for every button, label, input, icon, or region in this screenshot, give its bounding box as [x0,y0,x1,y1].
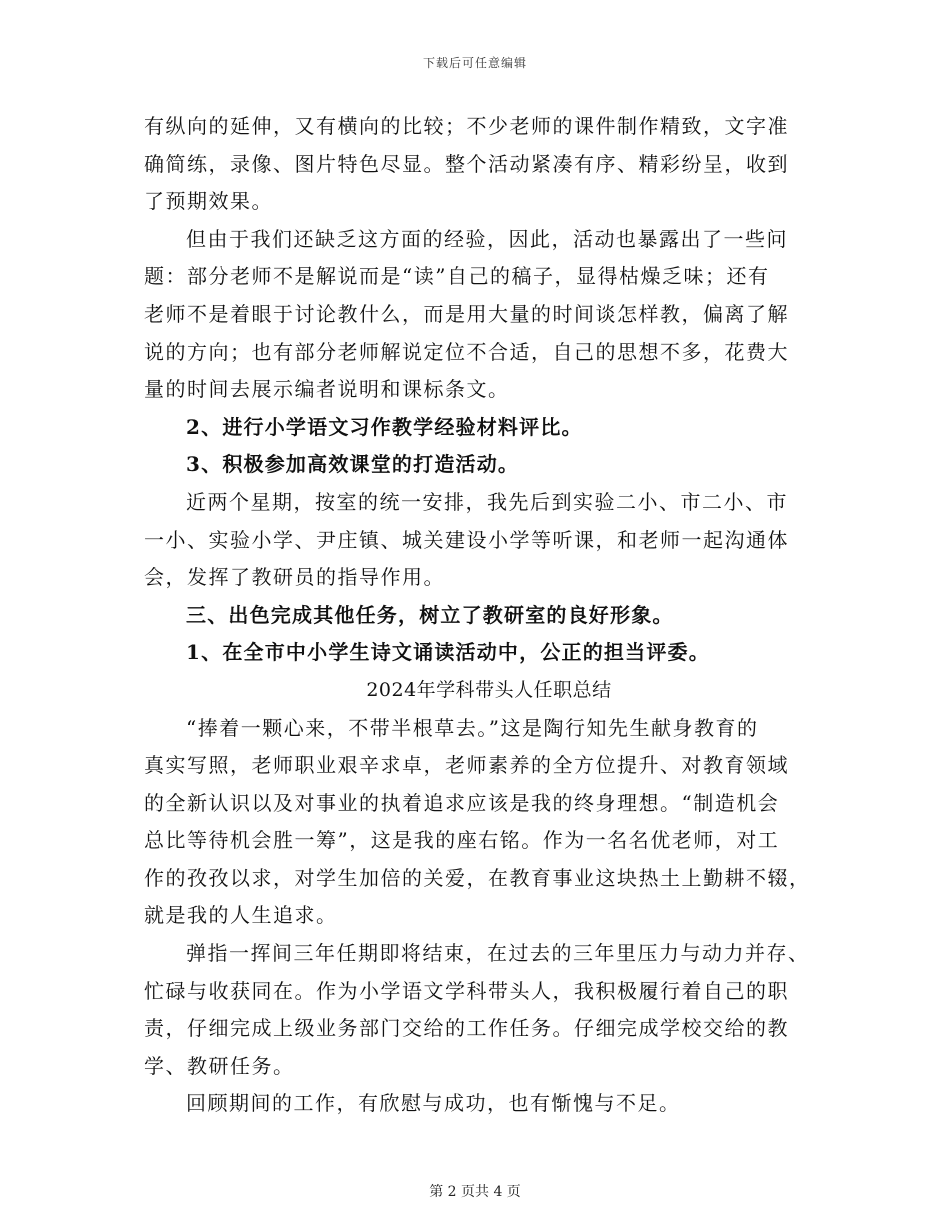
paragraph-start: 回顾期间的工作，有欣慰与成功，也有惭愧与不足。 [186,1091,681,1116]
body-line: 量的时间去展示编者说明和课标条文。 [144,377,510,402]
section-heading: 三、出色完成其他任务，树立了教研室的良好形象。 [186,602,674,627]
section-heading: 1、在全市中小学生诗文诵读活动中，公正的担当评委。 [186,640,710,665]
paragraph-start: 近两个星期，按室的统一安排，我先后到实验二小、市二小、市 [186,489,788,514]
paragraph-start: 弹指一挥间三年任期即将结束，在过去的三年里压力与动力并存、 [186,941,810,966]
body-line: 真实写照，老师职业艰辛求卓，老师素养的全方位提升、对教育领域 [144,753,789,778]
body-line: 一小、实验小学、尹庄镇、城关建设小学等听课，和老师一起沟通体 [144,527,789,552]
paragraph-start: “捧着一颗心来，不带半根草去。”这是陶行知先生献身教育的 [186,715,759,740]
paragraph-start: 但由于我们还缺乏这方面的经验，因此，活动也暴露出了一些问 [186,226,788,251]
body-line: 责，仔细完成上级业务部门交给的工作任务。仔细完成学校交给的教 [144,1016,789,1041]
body-line: 会，发挥了教研员的指导作用。 [144,565,445,590]
body-line: 有纵向的延伸，又有横向的比较；不少老师的课件制作精致，文字准 [144,114,789,138]
body-line: 老师不是着眼于讨论教什么，而是用大量的时间谈怎样教，偏离了解 [144,301,789,326]
body-line: 忙碌与收获同在。作为小学语文学科带头人，我积极履行着自己的职 [144,978,789,1003]
body-line: 就是我的人生追求。 [144,903,338,928]
body-line: 了预期效果。 [144,189,273,214]
section-heading: 3、积极参加高效课堂的打造活动。 [186,452,520,477]
body-line: 学、教研任务。 [144,1053,295,1078]
body-line: 的全新认识以及对事业的执着追求应该是我的终身理想。“制造机会 [144,790,780,815]
body-line: 总比等待机会胜一筹”，这是我的座右铭。作为一名名优老师，对工 [144,828,780,853]
body-line: 说的方向；也有部分老师解说定位不合适，自己的思想不多，花费大 [144,339,789,364]
body-line: 题：部分老师不是解说而是“读”自己的稿子，显得枯燥乏味；还有 [144,264,770,289]
body-line: 作的孜孜以求，对学生加倍的关爱，在教育事业这块热土上勤耕不辍， [144,865,811,890]
document-body [144,108,811,1123]
body-line: 确简练，录像、图片特色尽显。整个活动紧凑有序、精彩纷呈，收到 [144,151,789,176]
document-title: 2024年学科带头人任职总结 [366,678,612,701]
page-footer: 第 2 页共 4 页 [429,1184,521,1200]
page-header: 下载后可任意编辑 [422,56,527,70]
section-heading: 2、进行小学语文习作教学经验材料评比。 [186,414,583,439]
